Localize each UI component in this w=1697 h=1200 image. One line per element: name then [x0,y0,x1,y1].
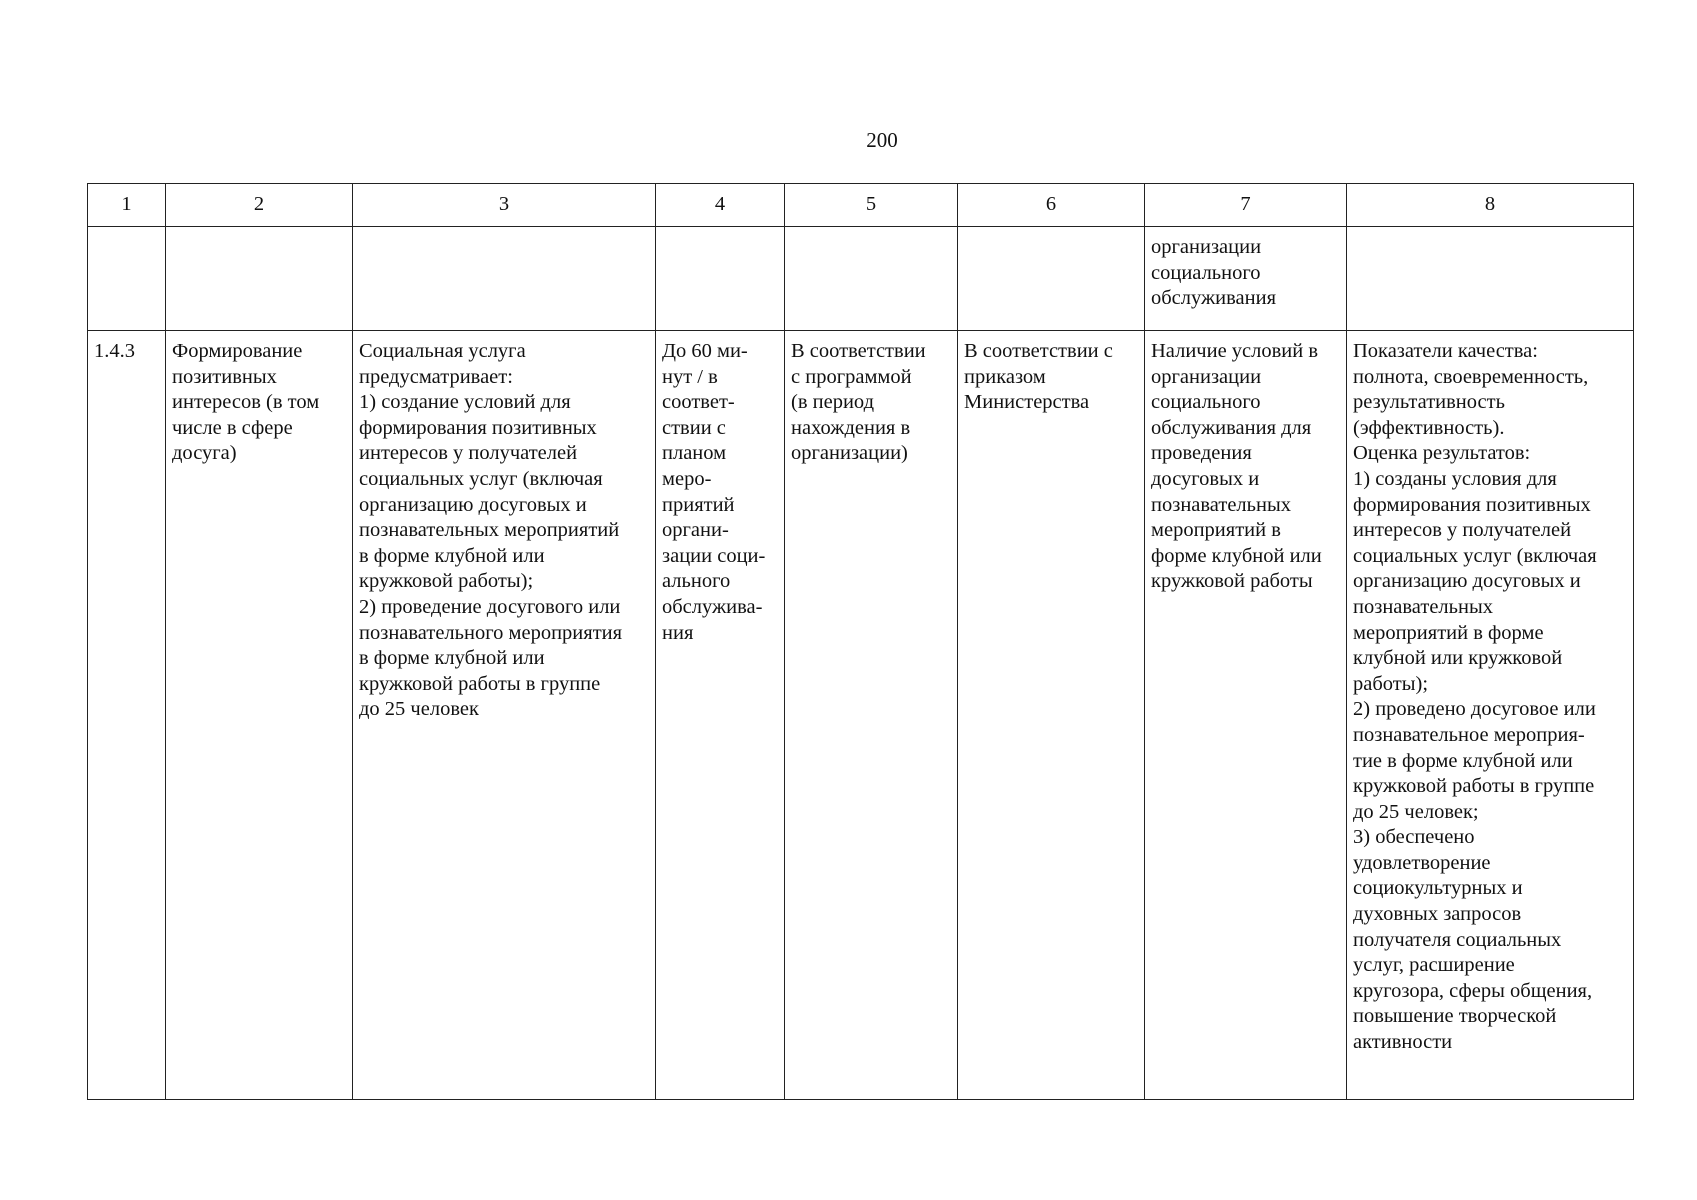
table-row-1-4-3 [88,331,1634,1100]
cell-item-number: 1.4.3 [88,331,166,1100]
page-number: 200 [866,128,898,152]
cell-quality-indicators: Показатели качества: полнота, своевременность, результативность (эффективность). Оценка результатов: 1) созданы условия для формирования позитивных интересов у получателей социальных услуг (включая организацию досуговых и познавательных мероприятий в форме клубной или кружковой работы); 2) проведено досуговое или познавательное мероприя- тие в форме клубной или кружковой работы в группе до 25 человек; 3) обеспечено удовлетворение социокультурных и духовных запросов получателя социальных услуг, расширение кругозора, сферы общения, повышение творческой активности [1347,331,1634,1100]
table-cell [656,227,785,331]
cell-service-description: Социальная услуга предусматривает: 1) создание условий для формирования позитивных интересов у получателей социальных услуг (включая организацию досуговых и познавательных мероприятий в форме клубной или кружковой работы); 2) проведение досугового или познавательного мероприятия в форме клубной или кружковой работы в группе до 25 человек [353,331,656,1100]
table-cell [88,227,166,331]
column-header-4: 4 [656,184,785,227]
column-header-8: 8 [1347,184,1634,227]
table-cell: организации социального обслуживания [1145,227,1347,331]
column-header-6: 6 [958,184,1145,227]
cell-service-name: Формирование позитивных интересов (в том числе в сфере досуга) [166,331,353,1100]
services-table [87,183,1634,1100]
table-cell [353,227,656,331]
cell-service-frequency: В соответствии с программой (в период нахождения в организации) [785,331,958,1100]
table-cell [958,227,1145,331]
table-cell [1347,227,1634,331]
column-header-7: 7 [1145,184,1347,227]
table-cell [166,227,353,331]
column-header-2: 2 [166,184,353,227]
column-header-1: 1 [88,184,166,227]
column-header-3: 3 [353,184,656,227]
cell-service-rate: В соответствии с приказом Министерства [958,331,1145,1100]
column-header-5: 5 [785,184,958,227]
table-cell [785,227,958,331]
table-row-continuation [88,227,1634,331]
table-header-row [88,184,1634,227]
cell-service-duration: До 60 ми- нут / в соответ- ствии с планом меро- приятий органи- зации соци- ального обслужива- ния [656,331,785,1100]
cell-service-conditions: Наличие условий в организации социального обслуживания для проведения досуговых и познавательных мероприятий в форме клубной или кружковой работы [1145,331,1347,1100]
